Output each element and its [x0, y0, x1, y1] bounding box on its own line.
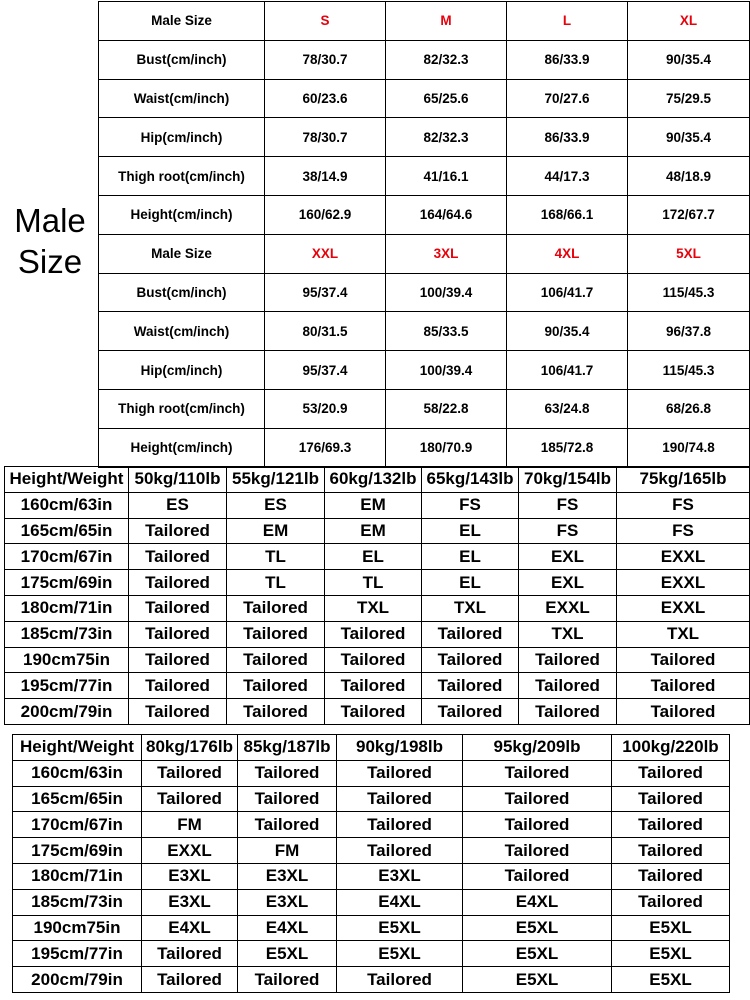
- grid-cell: Tailored: [422, 673, 519, 699]
- grid-cell: FS: [422, 492, 519, 518]
- grid-row: [13, 812, 730, 838]
- grid-cell: Tailored: [325, 647, 422, 673]
- grid-cell: Tailored: [129, 673, 227, 699]
- grid-cell: Tailored: [238, 967, 337, 993]
- grid-cell: EM: [227, 518, 325, 544]
- grid-cell: E5XL: [238, 941, 337, 967]
- measurement-label: Hip(cm/inch): [99, 351, 265, 390]
- grid-cell: E3XL: [142, 889, 238, 915]
- grid-row: [5, 570, 750, 596]
- weight-header-cell: 50kg/110lb: [129, 467, 227, 493]
- measurement-row: [99, 273, 750, 312]
- measurement-value-cell: 180/70.9: [386, 428, 507, 467]
- measurement-label: Bust(cm/inch): [99, 40, 265, 79]
- side-label-line-2: Size: [17, 243, 83, 280]
- grid-cell: Tailored: [617, 699, 750, 725]
- grid-cell: Tailored: [129, 544, 227, 570]
- grid-row: [5, 544, 750, 570]
- grid-cell: Tailored: [238, 786, 337, 812]
- grid-cell: EXXL: [142, 838, 238, 864]
- measurement-value-cell: 95/37.4: [265, 351, 386, 390]
- measurement-row: [99, 40, 750, 79]
- size-header-row: [99, 234, 750, 273]
- weight-header-cell: 60kg/132lb: [325, 467, 422, 493]
- grid-row: [5, 647, 750, 673]
- grid-cell: Tailored: [612, 812, 730, 838]
- measurement-value-cell: 60/23.6: [265, 79, 386, 118]
- grid-cell: Tailored: [337, 786, 463, 812]
- grid-row: [13, 941, 730, 967]
- height-header-cell: 200cm/79in: [5, 699, 129, 725]
- grid-cell: EXXL: [519, 595, 617, 621]
- grid-row: [13, 915, 730, 941]
- measurement-value-cell: 53/20.9: [265, 389, 386, 428]
- grid-cell: Tailored: [617, 673, 750, 699]
- measurement-label: Bust(cm/inch): [99, 273, 265, 312]
- size-name-cell: XL: [628, 2, 750, 41]
- grid-cell: TL: [227, 544, 325, 570]
- measurement-row: [99, 351, 750, 390]
- grid-cell: EXXL: [617, 544, 750, 570]
- grid-cell: E5XL: [337, 941, 463, 967]
- measurement-row: [99, 79, 750, 118]
- grid-cell: E4XL: [337, 889, 463, 915]
- weight-header-cell: 90kg/198lb: [337, 735, 463, 761]
- size-name-cell: XXL: [265, 234, 386, 273]
- measurement-row: [99, 312, 750, 351]
- grid-cell: E5XL: [463, 915, 612, 941]
- measurement-value-cell: 41/16.1: [386, 157, 507, 196]
- grid-cell: Tailored: [519, 699, 617, 725]
- grid-cell: Tailored: [463, 812, 612, 838]
- measurement-row: [99, 195, 750, 234]
- grid-cell: EL: [422, 518, 519, 544]
- grid-cell: EL: [325, 544, 422, 570]
- grid-cell: Tailored: [227, 621, 325, 647]
- grid-cell: FM: [142, 812, 238, 838]
- measurement-value-cell: 190/74.8: [628, 428, 750, 467]
- weight-header-cell: 85kg/187lb: [238, 735, 337, 761]
- measurement-value-cell: 115/45.3: [628, 273, 750, 312]
- size-name-cell: S: [265, 2, 386, 41]
- weight-header-cell: 80kg/176lb: [142, 735, 238, 761]
- grid-cell: Tailored: [227, 647, 325, 673]
- measurement-label: Thigh root(cm/inch): [99, 389, 265, 428]
- height-header-cell: 185cm/73in: [13, 889, 142, 915]
- measurement-value-cell: 78/30.7: [265, 118, 386, 157]
- grid-cell: EXL: [519, 570, 617, 596]
- measurement-row: [99, 157, 750, 196]
- height-header-cell: 170cm/67in: [5, 544, 129, 570]
- grid-cell: Tailored: [337, 838, 463, 864]
- height-weight-grid-1: [4, 466, 750, 725]
- grid-row: [13, 967, 730, 993]
- measurement-label: Thigh root(cm/inch): [99, 157, 265, 196]
- weight-header-cell: 55kg/121lb: [227, 467, 325, 493]
- grid-cell: E5XL: [463, 941, 612, 967]
- grid-cell: Tailored: [238, 812, 337, 838]
- grid-cell: Tailored: [422, 647, 519, 673]
- grid-cell: ES: [227, 492, 325, 518]
- grid-cell: Tailored: [612, 760, 730, 786]
- grid-cell: EL: [422, 570, 519, 596]
- grid-cell: TXL: [519, 621, 617, 647]
- grid-cell: FS: [617, 492, 750, 518]
- grid-row: [5, 673, 750, 699]
- height-header-cell: 160cm/63in: [13, 760, 142, 786]
- grid-cell: ES: [129, 492, 227, 518]
- grid-cell: TXL: [325, 595, 422, 621]
- size-header-row: [99, 2, 750, 41]
- height-header-cell: 185cm/73in: [5, 621, 129, 647]
- height-weight-grid-2: [12, 734, 730, 993]
- grid-cell: E5XL: [612, 941, 730, 967]
- weight-header-cell: 70kg/154lb: [519, 467, 617, 493]
- grid-row: [13, 863, 730, 889]
- measurement-value-cell: 65/25.6: [386, 79, 507, 118]
- measurement-value-cell: 96/37.8: [628, 312, 750, 351]
- measurement-value-cell: 86/33.9: [507, 40, 628, 79]
- grid-cell: Tailored: [612, 889, 730, 915]
- weight-header-cell: 75kg/165lb: [617, 467, 750, 493]
- measurement-value-cell: 176/69.3: [265, 428, 386, 467]
- measurement-value-cell: 90/35.4: [628, 118, 750, 157]
- grid-corner-header: Height/Weight: [13, 735, 142, 761]
- grid-cell: Tailored: [129, 518, 227, 544]
- grid-cell: Tailored: [129, 595, 227, 621]
- grid-row: [13, 786, 730, 812]
- grid-cell: Tailored: [129, 699, 227, 725]
- measurement-value-cell: 38/14.9: [265, 157, 386, 196]
- measurement-label: Waist(cm/inch): [99, 79, 265, 118]
- measurement-value-cell: 164/64.6: [386, 195, 507, 234]
- side-label-line-1: Male: [14, 202, 86, 239]
- grid-corner-header: Height/Weight: [5, 467, 129, 493]
- grid-cell: Tailored: [142, 941, 238, 967]
- measurement-value-cell: 95/37.4: [265, 273, 386, 312]
- grid-cell: TL: [325, 570, 422, 596]
- weight-header-cell: 65kg/143lb: [422, 467, 519, 493]
- weight-header-cell: 95kg/209lb: [463, 735, 612, 761]
- grid-cell: Tailored: [227, 673, 325, 699]
- height-header-cell: 170cm/67in: [13, 812, 142, 838]
- measurement-value-cell: 172/67.7: [628, 195, 750, 234]
- grid-cell: Tailored: [337, 760, 463, 786]
- measurement-value-cell: 168/66.1: [507, 195, 628, 234]
- measurement-label: Hip(cm/inch): [99, 118, 265, 157]
- measurement-value-cell: 85/33.5: [386, 312, 507, 351]
- grid-cell: FS: [519, 518, 617, 544]
- grid-cell: EXL: [519, 544, 617, 570]
- grid-cell: FM: [238, 838, 337, 864]
- measurement-row: [99, 389, 750, 428]
- height-header-cell: 195cm/77in: [5, 673, 129, 699]
- measurement-value-cell: 63/24.8: [507, 389, 628, 428]
- measurement-value-cell: 185/72.8: [507, 428, 628, 467]
- grid-cell: Tailored: [337, 967, 463, 993]
- measurement-label: Waist(cm/inch): [99, 312, 265, 351]
- grid-cell: TXL: [422, 595, 519, 621]
- grid-cell: Tailored: [238, 760, 337, 786]
- measurement-value-cell: 68/26.8: [628, 389, 750, 428]
- grid-cell: E5XL: [612, 915, 730, 941]
- measurement-label: Height(cm/inch): [99, 428, 265, 467]
- grid-cell: Tailored: [325, 699, 422, 725]
- grid-cell: Tailored: [463, 760, 612, 786]
- size-name-cell: M: [386, 2, 507, 41]
- measurement-value-cell: 82/32.3: [386, 118, 507, 157]
- height-header-cell: 165cm/65in: [5, 518, 129, 544]
- grid-header-row: [5, 467, 750, 493]
- grid-cell: Tailored: [325, 621, 422, 647]
- grid-cell: FS: [617, 518, 750, 544]
- grid-cell: Tailored: [422, 699, 519, 725]
- measurement-value-cell: 78/30.7: [265, 40, 386, 79]
- height-header-cell: 160cm/63in: [5, 492, 129, 518]
- height-header-cell: 180cm/71in: [5, 595, 129, 621]
- grid-cell: E5XL: [612, 967, 730, 993]
- grid-cell: Tailored: [422, 621, 519, 647]
- grid-row: [5, 621, 750, 647]
- measurement-value-cell: 58/22.8: [386, 389, 507, 428]
- grid-cell: Tailored: [325, 673, 422, 699]
- measurement-value-cell: 90/35.4: [628, 40, 750, 79]
- grid-cell: E5XL: [337, 915, 463, 941]
- grid-cell: Tailored: [142, 786, 238, 812]
- height-header-cell: 200cm/79in: [13, 967, 142, 993]
- height-header-cell: 175cm/69in: [5, 570, 129, 596]
- grid-cell: EM: [325, 492, 422, 518]
- measurement-value-cell: 86/33.9: [507, 118, 628, 157]
- side-label: [4, 200, 96, 282]
- grid-cell: EM: [325, 518, 422, 544]
- measurement-value-cell: 160/62.9: [265, 195, 386, 234]
- grid-cell: Tailored: [129, 647, 227, 673]
- grid-row: [13, 760, 730, 786]
- grid-header-row: [13, 735, 730, 761]
- size-measurement-table: [98, 1, 750, 468]
- grid-cell: Tailored: [612, 786, 730, 812]
- grid-cell: Tailored: [463, 863, 612, 889]
- grid-cell: E4XL: [463, 889, 612, 915]
- grid-row: [5, 518, 750, 544]
- measurement-value-cell: 115/45.3: [628, 351, 750, 390]
- grid-cell: EXXL: [617, 570, 750, 596]
- grid-row: [5, 492, 750, 518]
- measurement-value-cell: 44/17.3: [507, 157, 628, 196]
- grid-cell: TL: [227, 570, 325, 596]
- measurement-value-cell: 70/27.6: [507, 79, 628, 118]
- grid-row: [13, 838, 730, 864]
- grid-cell: Tailored: [519, 673, 617, 699]
- grid-cell: E5XL: [463, 967, 612, 993]
- measurement-value-cell: 106/41.7: [507, 273, 628, 312]
- grid-row: [13, 889, 730, 915]
- measurement-row: [99, 428, 750, 467]
- grid-cell: Tailored: [142, 760, 238, 786]
- measurement-value-cell: 90/35.4: [507, 312, 628, 351]
- weight-header-cell: 100kg/220lb: [612, 735, 730, 761]
- size-name-cell: 3XL: [386, 234, 507, 273]
- height-header-cell: 190cm75in: [13, 915, 142, 941]
- grid-cell: E3XL: [238, 863, 337, 889]
- measurement-value-cell: 48/18.9: [628, 157, 750, 196]
- grid-cell: Tailored: [227, 595, 325, 621]
- height-header-cell: 165cm/65in: [13, 786, 142, 812]
- measurement-row: [99, 118, 750, 157]
- measurement-value-cell: 80/31.5: [265, 312, 386, 351]
- grid-cell: Tailored: [519, 647, 617, 673]
- grid-cell: Tailored: [612, 838, 730, 864]
- grid-cell: Tailored: [463, 786, 612, 812]
- height-header-cell: 195cm/77in: [13, 941, 142, 967]
- measurement-value-cell: 82/32.3: [386, 40, 507, 79]
- grid-cell: E3XL: [238, 889, 337, 915]
- size-name-cell: 5XL: [628, 234, 750, 273]
- height-header-cell: 175cm/69in: [13, 838, 142, 864]
- measurement-value-cell: 75/29.5: [628, 79, 750, 118]
- grid-cell: E3XL: [337, 863, 463, 889]
- grid-row: [5, 699, 750, 725]
- height-header-cell: 180cm/71in: [13, 863, 142, 889]
- grid-cell: Tailored: [142, 967, 238, 993]
- grid-cell: Tailored: [129, 570, 227, 596]
- grid-cell: Tailored: [612, 863, 730, 889]
- grid-cell: Tailored: [227, 699, 325, 725]
- height-header-cell: 190cm75in: [5, 647, 129, 673]
- size-name-cell: 4XL: [507, 234, 628, 273]
- grid-row: [5, 595, 750, 621]
- measurement-label: Height(cm/inch): [99, 195, 265, 234]
- grid-cell: FS: [519, 492, 617, 518]
- grid-cell: EXXL: [617, 595, 750, 621]
- grid-cell: E4XL: [142, 915, 238, 941]
- size-header-label: Male Size: [99, 2, 265, 41]
- grid-cell: E3XL: [142, 863, 238, 889]
- grid-cell: Tailored: [337, 812, 463, 838]
- grid-cell: E4XL: [238, 915, 337, 941]
- grid-cell: Tailored: [617, 647, 750, 673]
- grid-cell: Tailored: [129, 621, 227, 647]
- size-name-cell: L: [507, 2, 628, 41]
- measurement-value-cell: 100/39.4: [386, 273, 507, 312]
- grid-cell: TXL: [617, 621, 750, 647]
- size-header-label: Male Size: [99, 234, 265, 273]
- measurement-value-cell: 100/39.4: [386, 351, 507, 390]
- grid-cell: EL: [422, 544, 519, 570]
- grid-cell: Tailored: [463, 838, 612, 864]
- measurement-value-cell: 106/41.7: [507, 351, 628, 390]
